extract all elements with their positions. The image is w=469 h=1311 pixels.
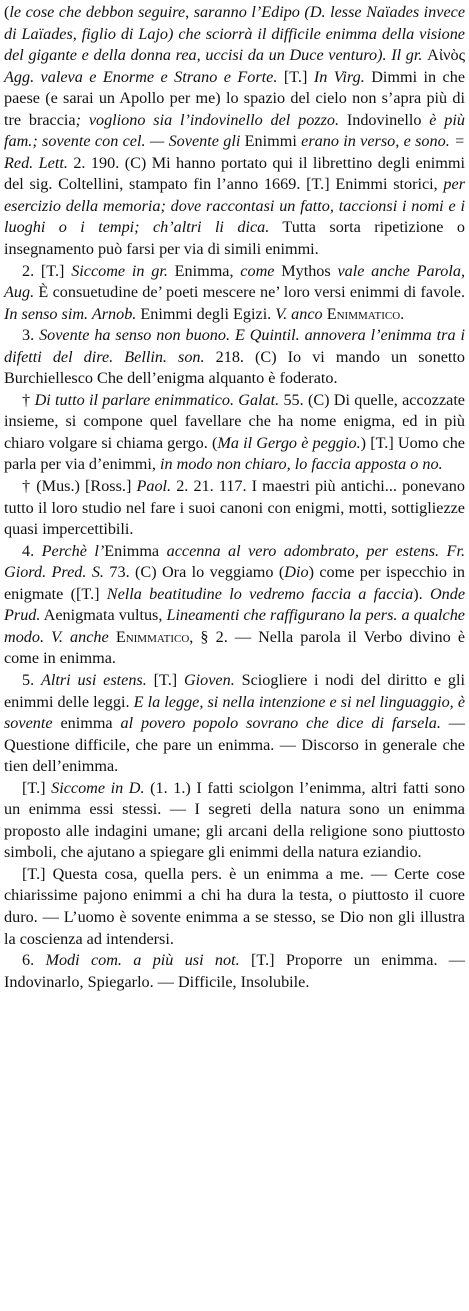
entry-text-segment: (	[4, 3, 10, 21]
entry-paragraph	[4, 950, 465, 993]
entry-text-segment: Dio	[284, 563, 309, 582]
entry-paragraph	[4, 2, 465, 261]
entry-text-segment: Enimmi	[240, 132, 302, 151]
entry-text-segment: 55. (C) Di quelle, accozzate insieme, si compone quel favellare che ha nome enigma, ed in più chiaro volgare si chiama gergo. (	[4, 390, 465, 452]
entry-text-segment: Paol.	[136, 477, 172, 496]
entry-paragraph	[4, 476, 465, 541]
entry-text-segment: E la legge, si nella intenzione e si nel linguaggio, è sovente	[4, 692, 466, 733]
entry-text-segment: vale anche Parola, Aug.	[4, 261, 465, 302]
entry-text-segment: Sciogliere i nodi del diritto e gli enimmi delle leggi.	[4, 670, 466, 711]
entry-text-segment: Altri usi estens.	[40, 670, 147, 689]
entry-paragraph	[4, 670, 465, 778]
entry-text-segment: Enimmatico	[108, 627, 190, 646]
entry-text-segment: Ma il Gergo è peggio.	[217, 433, 361, 452]
entry-text-segment: [T.]	[146, 670, 184, 689]
entry-text-segment: per esercizio della memoria; dove raccontasi un fatto, taccionsi i nomi e i luoghi o i tempi; ch’altri li dica.	[4, 175, 465, 237]
entry-paragraph	[4, 390, 465, 476]
entry-text-segment: Lineamenti che raffigurano la pers. a qualche modo. V. anche	[4, 606, 465, 646]
entry-text-segment: al povero popolo sovrano che dice di farsela.	[120, 714, 441, 733]
entry-text-segment: 2. 21. 117. I maestri più antichi... ponevano tutto il loro studio nel fare i suoi canoni con enigmi, motti, sottigliezze quasi impercettibili.	[4, 477, 465, 539]
entry-text-segment: ,	[185, 3, 194, 21]
entry-text-segment: [T.] Proporre un enimma. — Indovinarlo, Spiegarlo. — Difficile, Insolubile.	[4, 951, 465, 991]
entry-text-segment: è più fam.; sovente con cel. — Sovente gli	[4, 110, 465, 151]
entry-text-segment: [T.]	[277, 67, 314, 86]
entry-text-segment: Di tutto il parlare enimmatico. Galat.	[34, 390, 280, 409]
entry-text-segment: [T.] Questa cosa, quella pers. è un enimma a me. — Certe cose chiarissime pajono enimmi a chi ha dura la testa, o piuttosto il cuore duro. — L’uomo è sovente enimma a se stesso, se Dio non gli illustra la coscienza ad intendersi.	[4, 864, 465, 948]
entry-paragraph	[4, 778, 465, 864]
entry-text-segment: 2. 190. (C) Mi hanno portato qui il librettino degli enimmi del sig. Coltellini, stampato fin l’anno 1669. [T.] Enimmi storici,	[4, 153, 465, 194]
entry-text-segment: In senso sim. Arnob.	[4, 304, 137, 323]
entry-text-segment: in modo non chiaro, lo faccia apposta o no.	[159, 455, 443, 474]
entry-text-segment: † (Mus.) [Ross.]	[22, 477, 137, 496]
entry-text-segment: †	[22, 390, 35, 409]
entry-text-segment: erano in verso, e sono. = Red. Lett.	[4, 132, 465, 172]
entry-text-segment: Sovente ha senso non buono. E Quintil. annovera l’enimma tra i difetti del dire. Bellin. son.	[4, 326, 465, 366]
entry-text-segment: Aenigmata vultus,	[40, 606, 167, 625]
entry-text-segment: ) come per ispecchio in enigmate ([T.]	[4, 563, 465, 603]
entry-text-segment: enimma	[52, 714, 121, 733]
entry-text-segment: 2. [T.]	[22, 261, 72, 280]
entry-text-segment: ) [T.] Uomo che parla per via d’enimmi,	[4, 433, 465, 474]
entry-text-segment: È consuetudine de’ poeti mescere ne’ loro versi enimmi di favole.	[34, 283, 465, 302]
entry-text-segment: V. anco	[275, 304, 323, 323]
entry-text-segment: (1. 1.) I fatti sciolgon l’enimma, altri fatti sono un enimma essi stessi. — I segreti della natura sono un enimma proposto alle indagini umane; gli arcani della religione sono piuttosto simboli, che ajutano a spiegare gli enimmi della natura eziandio.	[4, 778, 466, 862]
entry-text-segment: Gioven.	[183, 670, 235, 689]
entry-text-segment: 73. (C) Ora lo veggiamo (	[103, 563, 285, 582]
entry-text-segment: 6.	[22, 951, 46, 970]
entry-text-segment: accenna al vero adombrato, per estens. Fr. Giord. Pred. S.	[4, 541, 465, 582]
entry-text-segment: Modi com. a più usi not.	[45, 951, 240, 970]
entry-text-segment: Enimmi degli Egizi.	[136, 304, 276, 323]
entry-text-segment: , § 2. — Nella parola il Verbo divino è come in enimma.	[4, 627, 466, 668]
entry-text-segment: Enimmatico.	[322, 304, 405, 323]
entry-text-segment: Agg. valeva e Enorme e Strano e Forte.	[4, 67, 278, 86]
entry-paragraph	[4, 325, 465, 390]
entry-text-segment: le cose che debbon seguire	[9, 3, 186, 21]
entry-paragraph	[4, 541, 465, 670]
entry-text-segment: 5.	[22, 670, 41, 689]
entry-text-segment: Dimmi in che paese (e sarai un Apollo per me) lo spazio del cielo non s’apra più di tre braccia	[4, 67, 465, 129]
entry-text-segment: Onde Prud.	[4, 584, 466, 625]
entry-text-segment: saranno l’Edipo (D. lesse Naïades invece di Laïades, figlio di Lajo) che sciorrà il difficile enimma della visione del gigante e della donna rea, uccisi da un Duce venturo). Il gr.	[4, 3, 466, 65]
entry-text-segment: [T.]	[22, 778, 52, 797]
entry-paragraph	[4, 261, 465, 326]
entry-text-segment: Siccome in gr.	[71, 261, 168, 280]
entry-text-segment: 3.	[22, 326, 40, 345]
entry-text-segment: ).	[413, 584, 430, 603]
entry-text-segment: Mythos	[274, 261, 338, 280]
entry-text-segment: ; vogliono sia l’indovinello del pozzo.	[75, 110, 340, 129]
entry-text-segment: come	[240, 261, 275, 280]
entry-text-segment: Perchè l’	[41, 541, 105, 560]
entry-text-segment: 4.	[22, 541, 42, 560]
entry-text-segment: Αἰνὸς	[427, 46, 465, 65]
entry-text-segment: Tutta sorta ripetizione o insegnamento può farsi per via di simili enimmi.	[4, 218, 465, 259]
entry-text-segment: In Virg.	[313, 67, 365, 86]
entry-text-segment: Enimma,	[167, 261, 241, 280]
entry-text-segment: Enimma	[104, 541, 167, 560]
entry-text-segment: Indovinello	[339, 110, 430, 129]
entry-text-segment: Siccome in D.	[51, 778, 145, 797]
entry-text-segment: 218. (C) Io vi mando un sonetto Burchiellesco Che dell’enigma alquanto è foderato.	[4, 347, 465, 388]
entry-text-segment: — Questione difficile, che pare un enimma. — Discorso in generale che tien dell’enimma.	[4, 714, 465, 776]
entry-paragraph	[4, 864, 465, 950]
entry-text-segment: Nella beatitudine lo vedremo faccia a faccia	[106, 584, 414, 603]
